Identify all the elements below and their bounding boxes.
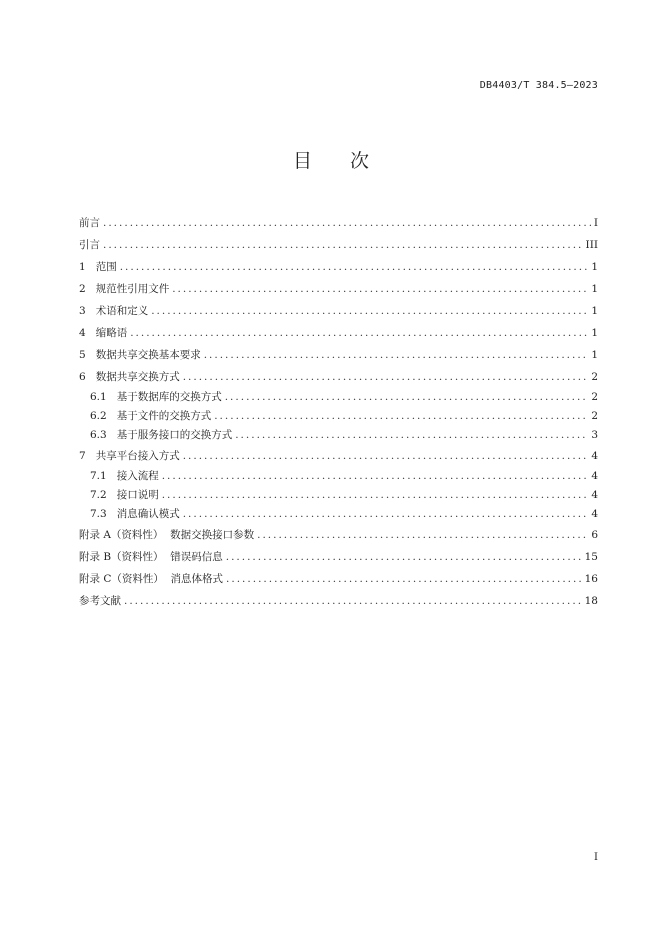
toc-leader-dots xyxy=(204,344,589,366)
toc-leader-dots xyxy=(130,322,588,344)
toc-entry-page: 1 xyxy=(591,283,598,295)
toc-entry-page: 1 xyxy=(591,349,598,361)
toc-entry-label: 基于文件的交换方式 xyxy=(116,410,212,422)
toc-entry-label: 共享平台接入方式 xyxy=(95,450,180,462)
toc-entry-page: 2 xyxy=(591,371,598,383)
toc-entry-page: 4 xyxy=(591,489,598,501)
toc-entry-label: 基于数据库的交换方式 xyxy=(116,391,222,403)
toc-entry-label: 基于服务接口的交换方式 xyxy=(116,429,233,441)
toc-entry-page: 6 xyxy=(591,529,598,541)
toc-entry[interactable] xyxy=(79,407,598,426)
toc-entry[interactable] xyxy=(79,486,598,505)
toc-entry-number: 1 xyxy=(79,261,86,273)
toc-entry-number: 7.1 xyxy=(90,470,107,482)
toc-leader-dots xyxy=(120,256,589,278)
toc-entry-label: 数据共享交换基本要求 xyxy=(95,349,201,361)
toc-leader-dots xyxy=(172,278,588,300)
toc-leader-dots xyxy=(151,300,588,322)
toc-entry-label: 接入流程 xyxy=(116,470,159,482)
toc-entry-page: 16 xyxy=(584,573,598,585)
toc-entry-label: 附录 A（资料性） 数据交换接口参数 xyxy=(79,529,255,541)
toc-entry-page: 2 xyxy=(591,410,598,422)
toc-entry[interactable] xyxy=(79,212,598,234)
toc-leader-dots xyxy=(162,486,589,505)
toc-entry-page: III xyxy=(585,239,598,251)
toc-leader-dots xyxy=(226,568,582,590)
toc-entry-page: 1 xyxy=(591,327,598,339)
toc-entry-page: 15 xyxy=(584,551,598,563)
toc-entry-number: 7.3 xyxy=(90,508,107,520)
toc-entry-number: 6.1 xyxy=(90,391,107,403)
toc-leader-dots xyxy=(235,426,588,445)
toc-leader-dots xyxy=(124,590,582,612)
toc-entry-page: 4 xyxy=(591,470,598,482)
toc-entry[interactable] xyxy=(79,590,598,612)
toc-entry[interactable] xyxy=(79,300,598,322)
toc-entry-label: 附录 C（资料性） 消息体格式 xyxy=(79,573,224,585)
toc-entry-number: 7 xyxy=(79,450,86,462)
toc-entry-page: 1 xyxy=(591,261,598,273)
toc-entry-number: 6.2 xyxy=(90,410,107,422)
toc-entry-label: 参考文献 xyxy=(79,595,121,607)
toc-entry-page: 3 xyxy=(591,429,598,441)
toc-entry-page: 1 xyxy=(591,305,598,317)
toc-entry[interactable] xyxy=(79,445,598,467)
toc-leader-dots xyxy=(183,366,589,388)
toc-leader-dots xyxy=(257,524,588,546)
toc-entry[interactable] xyxy=(79,388,598,407)
toc-entry-label: 术语和定义 xyxy=(95,305,149,317)
toc-entry-label: 引言 xyxy=(79,239,100,251)
toc-leader-dots xyxy=(103,212,591,234)
toc-entry[interactable] xyxy=(79,344,598,366)
toc-entry-page: 2 xyxy=(591,391,598,403)
document-code: DB4403/T 384.5—2023 xyxy=(479,80,598,91)
toc-entry[interactable] xyxy=(79,256,598,278)
toc-entry[interactable] xyxy=(79,568,598,590)
toc-entry-number: 6 xyxy=(79,371,86,383)
toc-entry-number: 3 xyxy=(79,305,86,317)
toc-leader-dots xyxy=(225,388,589,407)
toc-entry[interactable] xyxy=(79,546,598,568)
toc-entry[interactable] xyxy=(79,524,598,546)
toc-entry-label: 范围 xyxy=(95,261,117,273)
toc-leader-dots xyxy=(183,505,589,524)
toc-leader-dots xyxy=(214,407,588,426)
page-number: I xyxy=(594,852,598,863)
toc-entry-label: 接口说明 xyxy=(116,489,159,501)
toc-entry-page: 18 xyxy=(584,595,598,607)
toc-entry-label: 前言 xyxy=(79,217,100,229)
toc-entry-number: 4 xyxy=(79,327,86,339)
toc-entry-number: 5 xyxy=(79,349,86,361)
toc-leader-dots xyxy=(162,467,589,486)
toc-entry[interactable] xyxy=(79,505,598,524)
toc-entry-number: 6.3 xyxy=(90,429,107,441)
toc-entry-label: 规范性引用文件 xyxy=(95,283,170,295)
toc-entry-label: 消息确认模式 xyxy=(116,508,180,520)
toc-entry[interactable] xyxy=(79,467,598,486)
toc-entry[interactable] xyxy=(79,426,598,445)
toc-entry[interactable] xyxy=(79,322,598,344)
toc-leader-dots xyxy=(103,234,583,256)
toc-leader-dots xyxy=(183,445,589,467)
toc-entry[interactable] xyxy=(79,366,598,388)
toc-entry-page: 4 xyxy=(591,508,598,520)
toc-entry-page: 4 xyxy=(591,450,598,462)
table-of-contents xyxy=(79,212,598,612)
page-title: 目次 xyxy=(292,150,407,172)
toc-entry-number: 7.2 xyxy=(90,489,107,501)
toc-entry-page: I xyxy=(593,217,598,229)
toc-entry-label: 附录 B（资料性） 错误码信息 xyxy=(79,551,223,563)
toc-entry[interactable] xyxy=(79,278,598,300)
toc-entry-number: 2 xyxy=(79,283,86,295)
toc-leader-dots xyxy=(226,546,582,568)
toc-entry[interactable] xyxy=(79,234,598,256)
toc-entry-label: 数据共享交换方式 xyxy=(95,371,180,383)
toc-entry-label: 缩略语 xyxy=(95,327,128,339)
